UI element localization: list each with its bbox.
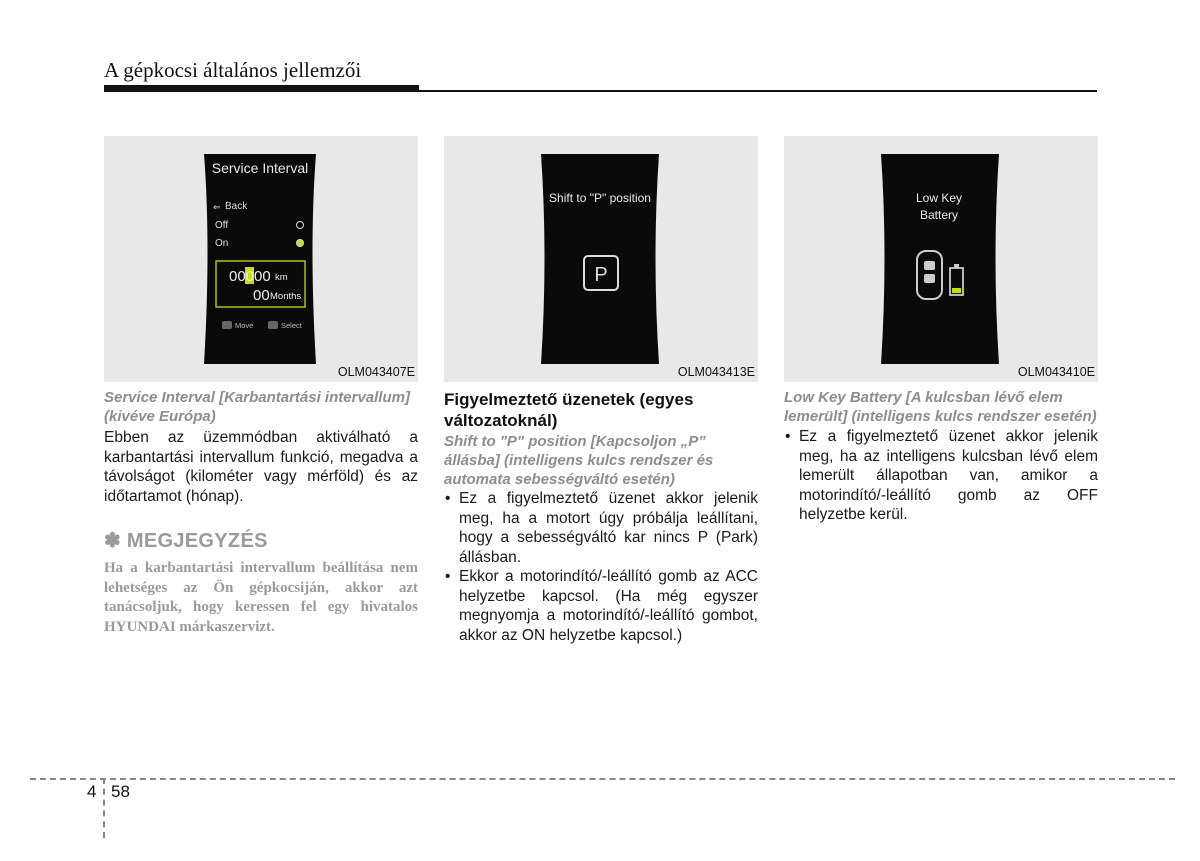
lcd-off: Off bbox=[215, 220, 229, 231]
note-body: Ha a karbantartási intervallum beállítása nem lehetséges az Ön gépkocsiján, akkor azt tanácsoljuk, hogy keressen fel egy hivatalos HYUNDAI márkaszervizt. bbox=[104, 560, 418, 635]
list-item: • Ekkor a motorindító/-leállító gomb az ACC helyzetbe kapcsol. (Ha még egyszer megnyomja a motorindító/-leállító gombot, akkor az ON helyzetbe kapcsol.) bbox=[444, 567, 758, 645]
figure-shift-to-p bbox=[444, 136, 758, 382]
figure-code: OLM043410E bbox=[1017, 365, 1095, 379]
caption-low-key-battery: Low Key Battery [A kulcsban lévő elem lemerült] (intelligens kulcs rendszer esetén) bbox=[784, 389, 1097, 425]
lcd-select: Select bbox=[281, 321, 302, 330]
service-interval-display bbox=[104, 136, 418, 382]
figure-code: OLM043407E bbox=[337, 365, 415, 379]
move-button-icon bbox=[222, 321, 232, 329]
note-title: ✽ MEGJEGYZÉS bbox=[104, 530, 268, 552]
shift-to-p-display bbox=[444, 136, 758, 382]
bullets-low-key-battery bbox=[784, 427, 1098, 525]
low-key-battery-display bbox=[784, 136, 1098, 382]
page-number: 58 bbox=[111, 782, 130, 801]
lcd-line2: Battery bbox=[919, 208, 959, 222]
lcd-title: Service Interval bbox=[211, 160, 309, 176]
body-service-interval: Ebben az üzemmódban aktiválható a karbantartási intervallum funkció, megadva a távolságot (kilométer vagy mérföld) és az időtartamot (hónap). bbox=[104, 429, 418, 505]
column-low-key-battery bbox=[784, 136, 1098, 525]
list-item: • Ez a figyelmeztető üzenet akkor jelenik meg, ha a motort úgy próbálja leállítani, hogy a sebességváltó kar nincs P (Park) állásban. bbox=[444, 489, 758, 567]
lcd-km-unit: km bbox=[275, 272, 288, 283]
list-item: • Ez a figyelmeztető üzenet akkor jelenik meg, ha az intelligens kulcsban lévő elem lemerült állapotban van, amikor a motorindító/-leállító gomb az OFF helyzetbe kerül. bbox=[784, 427, 1098, 525]
footer-vertical-divider bbox=[103, 778, 105, 838]
caption-service-interval: Service Interval [Karbantartási intervallum] (kivéve Európa) bbox=[104, 389, 410, 425]
lcd-move: Move bbox=[235, 321, 254, 330]
lcd-shift-text: Shift to "P" position bbox=[549, 191, 651, 205]
lcd-park-letter: P bbox=[594, 264, 608, 286]
lcd-back-icon: ⇐ bbox=[213, 202, 221, 212]
section-heading: Figyelmeztető üzenetek (egyes változatoknál) bbox=[444, 390, 694, 430]
lcd-months-unit: Months bbox=[270, 291, 302, 302]
lcd-km-value: 00000 bbox=[229, 268, 271, 285]
lcd-on: On bbox=[215, 238, 229, 249]
column-service-interval bbox=[104, 136, 418, 637]
page-chapter-number: 4 bbox=[87, 782, 97, 801]
lcd-line1: Low Key bbox=[915, 191, 963, 205]
bullets-shift-to-p bbox=[444, 489, 758, 645]
page-header-title: A gépkocsi általános jellemzői bbox=[104, 58, 362, 82]
lcd-back: Back bbox=[225, 201, 248, 212]
caption-shift-to-p: Shift to "P" position [Kapcsoljon „P” állásba] (intelligens kulcs rendszer és automata sebességváltó esetén) bbox=[444, 433, 714, 488]
header-rule-thin bbox=[104, 90, 1097, 92]
lcd-months-value: 00 bbox=[253, 287, 270, 304]
footer-divider bbox=[30, 778, 1175, 780]
figure-low-key-battery bbox=[784, 136, 1098, 382]
figure-service-interval bbox=[104, 136, 418, 382]
figure-code: OLM043413E bbox=[677, 365, 755, 379]
column-shift-to-p bbox=[444, 136, 758, 645]
radio-on-icon bbox=[297, 240, 304, 247]
select-button-icon bbox=[268, 321, 278, 329]
